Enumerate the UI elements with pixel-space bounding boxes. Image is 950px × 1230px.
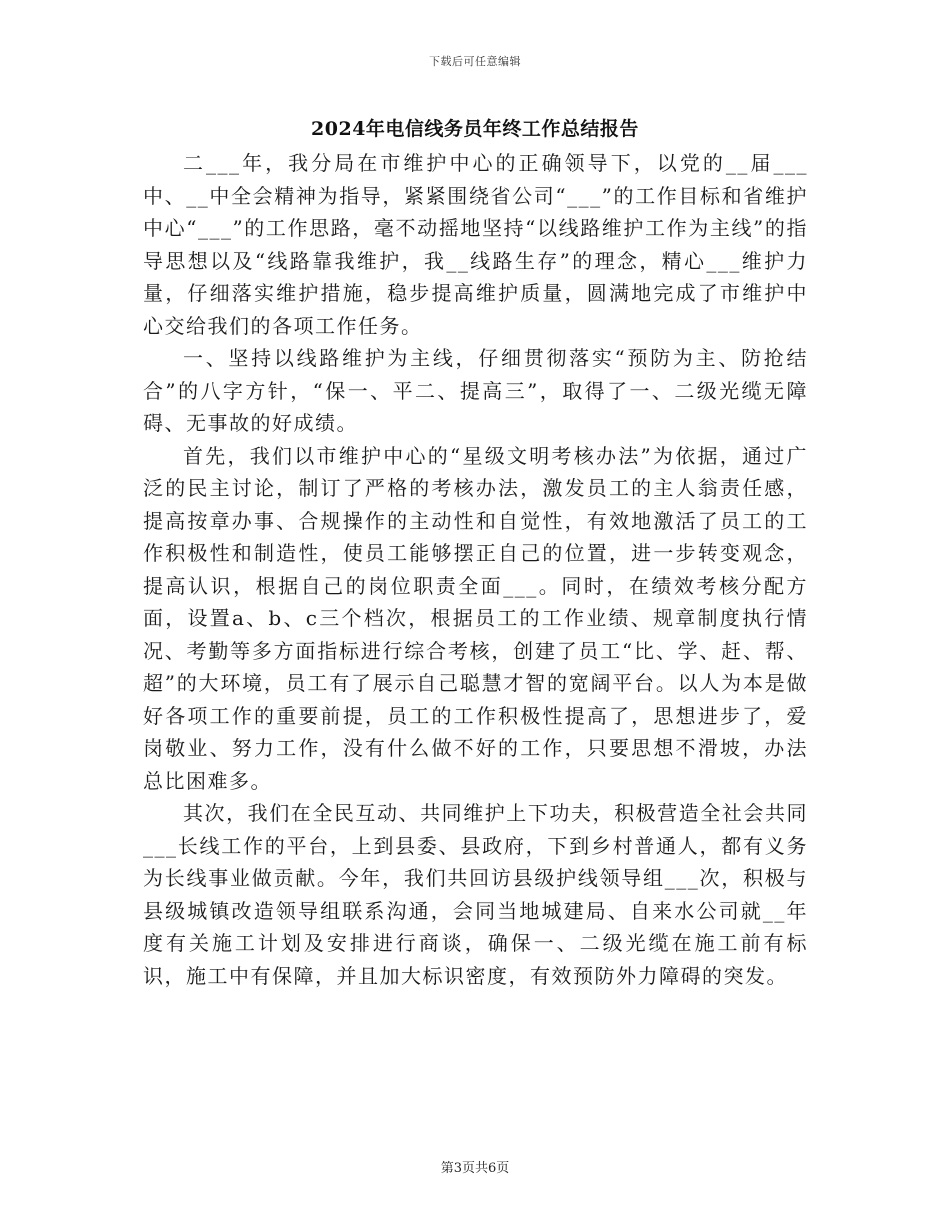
paragraph-intro: 二___年，我分局在市维护中心的正确领导下，以党的__届___中、__中全会精神为指导，紧紧围绕省公司“___”的工作目标和省维护中心“___”的工作思路，毫不动摇地坚持“以线路维护工作为主线”的指导思想以及“线路靠我维护，我__线路生存”的理念，精心___维护力量，仔细落实维护措施，稳步提高维护质量，圆满地完成了市维护中心交给我们的各项工作任务。 bbox=[143, 151, 808, 338]
paragraph-second: 其次，我们在全民互动、共同维护上下功夫，积极营造全社会共同___长线工作的平台，上到县委、县政府，下到乡村普通人，都有义务为长线事业做贡献。今年，我们共回访县级护线领导组___次，积极与县级城镇改造领导组联系沟通，会同当地城建局、自来水公司就__年度有关施工计划及安排进行商谈，确保一、二级光缆在施工前有标识，施工中有保障，并且加大标识密度，有效预防外力障碍的突发。 bbox=[143, 801, 808, 988]
paragraph-section-one: 一、坚持以线路维护为主线，仔细贯彻落实“预防为主、防抢结合”的八字方针，“保一、平二、提高三”，取得了一、二级光缆无障碍、无事故的好成绩。 bbox=[143, 346, 808, 435]
document-title: 2024年电信线务员年终工作总结报告 bbox=[311, 118, 639, 140]
page-header-note: 下载后可任意编辑 bbox=[429, 55, 521, 68]
page-number: 第3页共6页 bbox=[440, 1161, 510, 1176]
document-body bbox=[143, 147, 808, 992]
paragraph-first: 首先，我们以市维护中心的“星级文明考核办法”为依据，通过广泛的民主讨论，制订了严格的考核办法，激发员工的主人翁责任感，提高按章办事、合规操作的主动性和自觉性，有效地激活了员工的工作积极性和制造性，使员工能够摆正自己的位置，进一步转变观念，提高认识，根据自己的岗位职责全面___。同时，在绩效考核分配方面，设置a、b、c三个档次，根据员工的工作业绩、规章制度执行情况、考勤等多方面指标进行综合考核，创建了员工“比、学、赶、帮、超”的大环境，员工有了展示自己聪慧才智的宽阔平台。以人为本是做好各项工作的重要前提，员工的工作积极性提高了，思想进步了，爱岗敬业、努力工作，没有什么做不好的工作，只要思想不滑坡，办法总比困难多。 bbox=[143, 443, 808, 793]
